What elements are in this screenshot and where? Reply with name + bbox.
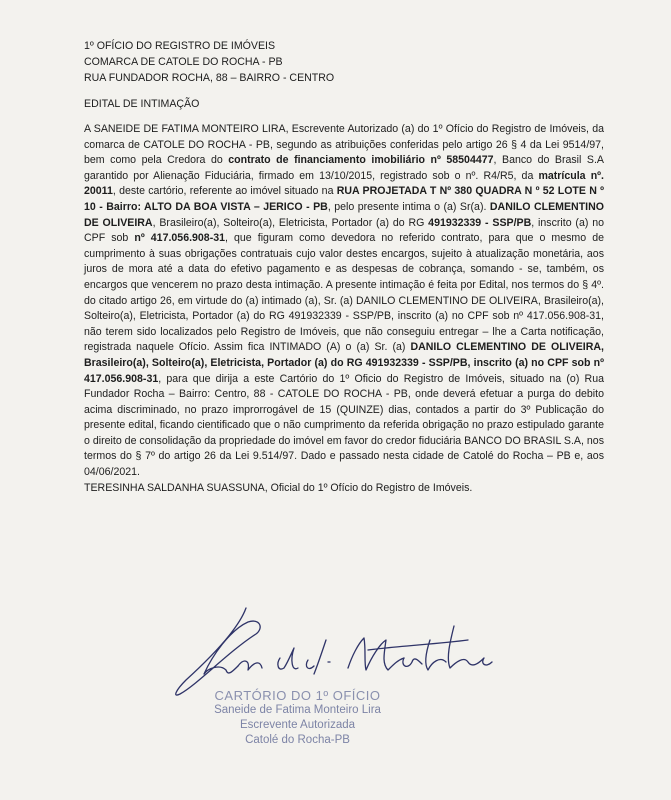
matricula-number: matrícula nº. 20011	[84, 169, 604, 198]
stamp-office: CARTÓRIO DO 1º OFÍCIO	[214, 688, 381, 703]
edital-body	[84, 122, 604, 496]
debtor-cpf: nº 417.056.908-31	[134, 232, 226, 245]
property-address: RUA PROJETADA T Nº 380 QUADRA N º 52 LOTE N º 10 - Bairro: ALTO DA BOA VISTA – JERICO - PB	[84, 185, 604, 213]
body-text-segment: , inscrito (a) no CPF sob	[84, 216, 604, 245]
header-comarca: COMARCA DE CATOLE DO ROCHA - PB	[84, 56, 283, 68]
debtor-rg: 491932339 - SSP/PB	[428, 216, 532, 229]
debtor-name: DANILO CLEMENTINO DE OLIVEIRA	[84, 200, 604, 229]
body-text-segment: , Banco do Brasil S.A garantido por Alienação Fiduciária, firmado em 13/10/2015, registrado sob o nº. R4/R5, da	[84, 154, 604, 182]
stamp-name: Saneide de Fatima Monteiro Lira	[214, 704, 381, 716]
official-signoff: TERESINHA SALDANHA SUASSUNA, Oficial do 1º Ofício do Registro de Imóveis.	[84, 481, 473, 494]
header-office: 1º OFÍCIO DO REGISTRO DE IMÓVEIS	[84, 40, 276, 52]
body-text-segment: A SANEIDE DE FATIMA MONTEIRO LIRA, Escrevente Autorizado (a) do 1º Ofício do Registro de Imóveis, da comarca de CATOLE DO ROCHA - PB, segundo as atribuições conferidas pelo artigo 26 § 4 da Lei 9514/97, bem como pela Credora do	[84, 123, 604, 167]
body-text-segment: , para que dirija a este Cartório do 1º Oficio do Registro de Imóveis, situado na (o) Rua Fundador Rocha – Bairro: Centro, 88 - CATOLE DO ROCHA - PB, onde deverá efetuar a purga do debito acima discriminado, no prazo improrrogável de 15 (QUINZE) dias, contados a partir do 3º Publicação do presente edital, ficando cientificado que o não cumprimento da referida obrigação no prazo estipulado garante o direito de consolidação da propriedade do imóvel em favor do credor fiduciária BANCO DO BRASIL S.A, nos termos do § 7º do artigo 26 da Lei 9.514/97. Dado e passado nesta cidade de Catolé do Rocha – PB e, aos 04/06/2021.	[84, 372, 604, 479]
stamp-city: Catolé do Rocha-PB	[245, 734, 350, 746]
body-text-segment: , que figuram como devedora no referido contrato, para que o mesmo de cumprimento à suas obrigações contratuais cujo valor destes encargos, sujeito à atualização monetária, aos juros de mora até a data do efetivo pagamento e as despesas de cobrança, somando - se, também, os encargos que vencerem no prazo desta intimação. A presente intimação é feita por Edital, nos termos do § 4º. do citado artigo 26, em virtude do (a) intimado (a), Sr. (a) DANILO CLEMENTINO DE OLIVEIRA, Brasileiro(a), Solteiro(a), Eletricista, Portador (a) do RG 491932339 - SSP/PB, inscrito (a) no CPF sob nº 417.056.908-31, não terem sido localizados pelo Registro de Imóveis, que não conseguiu entregar – lhe a Carta notificação, registrada naquele Ofício. Assim fica INTIMADO (A) o (a) Sr. (a)	[84, 232, 604, 354]
debtor-details: DANILO CLEMENTINO DE OLIVEIRA, Brasileiro(a), Solteiro(a), Eletricista, Portador (a) do RG 491932339 - SSP/PB, inscrito (a) no CPF sob nº 417.056.908-31	[84, 341, 604, 385]
contract-number: contrato de financiamento imobiliário nº 58504477	[228, 154, 494, 167]
body-text-segment: , Brasileiro(a), Solteiro(a), Eletricista, Portador (a) do RG	[152, 216, 429, 229]
stamp-role: Escrevente Autorizada	[239, 719, 356, 731]
body-text-segment: , pelo presente intima o (a) Sr(a).	[327, 200, 490, 213]
header-address: RUA FUNDADOR ROCHA, 88 – BAIRRO - CENTRO	[84, 72, 335, 84]
body-text-segment: , deste cartório, referente ao imóvel situado na	[112, 185, 337, 198]
office-stamp	[205, 688, 390, 748]
document-title: EDITAL DE INTIMAÇÃO	[84, 98, 200, 110]
registry-header	[84, 38, 334, 86]
